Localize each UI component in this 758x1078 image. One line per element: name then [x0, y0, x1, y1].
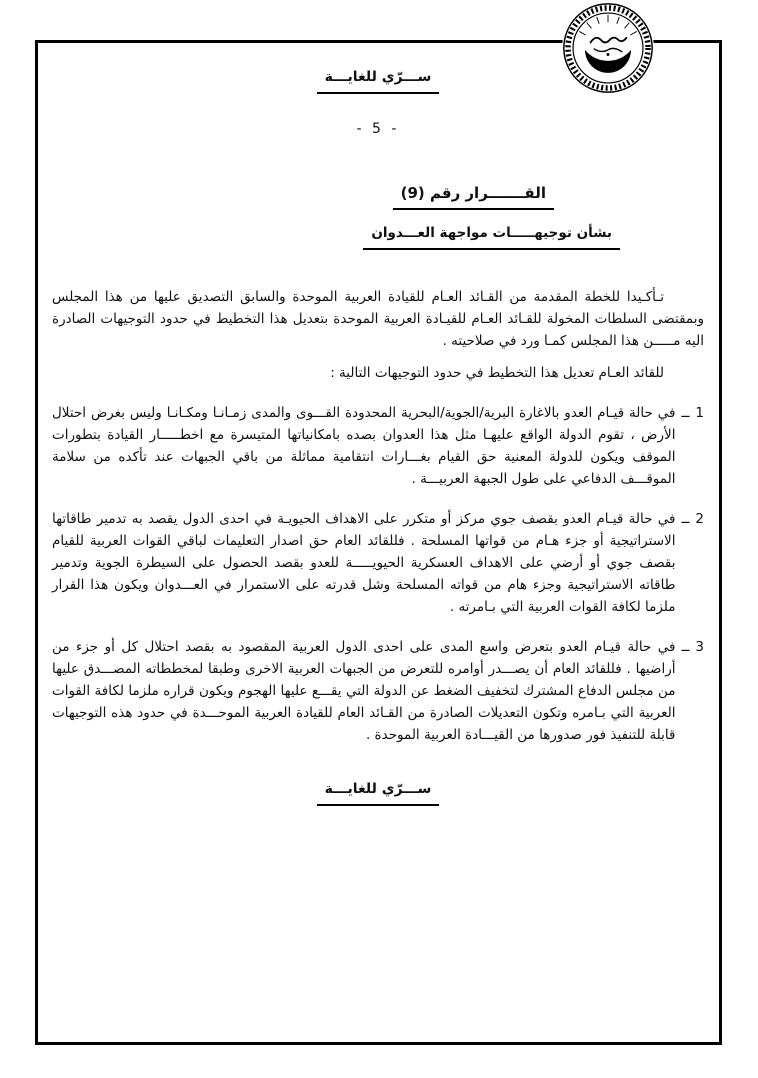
- item-text: في حالة قيـام العدو بقصف جوي مركز أو متكرر على الاهداف الحيويـة في احدى الدول يقصد به تدمير طاقاتها الاستراتيجية أو جزء هـام من قواتها المسلحة . فللقائد العام حق اصدار التعليمات لباقي القوات العربية للقيام بقصف جوي أو أرضي على الاهداف العسكرية الحيويـــــة للعدو بقصد الحصول على السيطرة الجوية وتدمير طاقاته الاستراتيجية وجزء هام من قواته المسلحة وشل قدرته على الاستمرار في العـــدوان ويكون هذا القرار ملزما لكافة القوات العربية التي بـامرته .: [52, 511, 676, 615]
- item-text: في حالة قيـام العدو بتعرض واسع المدى على احدى الدول العربية المقصود به بقصد احتلال كل أو جزء من أراضيها . فللقائد العام أن يصـــدر أوامره للتعرض من الجبهات العربية الاخرى وطبقا لمخططاته المصـــدق عليها من مجلس الدفاع المشترك لتخفيف الضغط عن الدولة التي يقـــع عليها الهجوم ويكون قراره ملزما لكافة القوات العربية التي بـامره وتكون التعديلات الصادرة من القـائد العام للقيادة العربية الموحـــدة في حدود هذه التوجيهات قابلة للتنفيذ فور صدورها من القيـــادة العربية الموحدة .: [52, 639, 676, 743]
- item-number: 1: [695, 405, 704, 421]
- item-dash: ــ: [681, 405, 690, 421]
- directive-item-2: [52, 508, 704, 618]
- item-number: 2: [695, 511, 704, 527]
- item-text: في حالة قيـام العدو بالاغارة البرية/الجوية/البحرية المحدودة القـــوى والمدى زمـانـا ومكـانـا وليس بغرض احتلال الأرض ، تقوم الدولة الواقع عليهـا مثل هذا العدوان بصده بامكانياتها المتيسرة مع اخطـــــار القيادة بتطورات الموقف ويكون للدولة المعنية حق القيام بغـــارات انتقامية مماثلة من باقي الجبهات عند تأكده من سلامة الموقـــف الدفاعي على طول الجبهة العربيـــة .: [52, 405, 676, 487]
- decision-title-label: القـــــــرار رقم (9): [393, 182, 554, 210]
- emblem-graphic: [562, 2, 654, 94]
- classification-top-label: ســـرّي للغايـــة: [317, 66, 440, 94]
- decision-title: [52, 182, 704, 210]
- intro-paragraph: تـأكـيدا للخطة المقدمة من القـائد العـام للقيادة العربية الموحدة والسابق التصديق عليها من هذا المجلس وبمقتضى السلطات المخولة للقـائد العـام للقيـادة العربية الموحدة بتعديل هذا التخطيط في حدود التوجيهات الصادرة اليه مـــــن هذا المجلس كمـا ورد في صلاحيته .: [52, 289, 704, 349]
- item-number: 3: [695, 639, 704, 655]
- arab-league-emblem-icon: [562, 2, 654, 94]
- directives-list: [52, 402, 704, 746]
- lead-line: للقائد العـام تعديل هذا التخطيط في حدود التوجيهات التالية :: [330, 365, 664, 381]
- directive-item-3: [52, 636, 704, 746]
- directive-item-1: [52, 402, 704, 490]
- decision-subject-label: بشأن توجيهـــــات مواجهة العـــدوان: [363, 222, 620, 250]
- document-content: [52, 60, 704, 1036]
- page-number: - 5 -: [356, 121, 400, 137]
- classification-bottom: [52, 778, 704, 806]
- item-dash: ــ: [681, 511, 690, 527]
- decision-subject: [52, 222, 704, 250]
- item-dash: ــ: [681, 639, 690, 655]
- classification-bottom-label: ســـرّي للغايـــة: [317, 778, 440, 806]
